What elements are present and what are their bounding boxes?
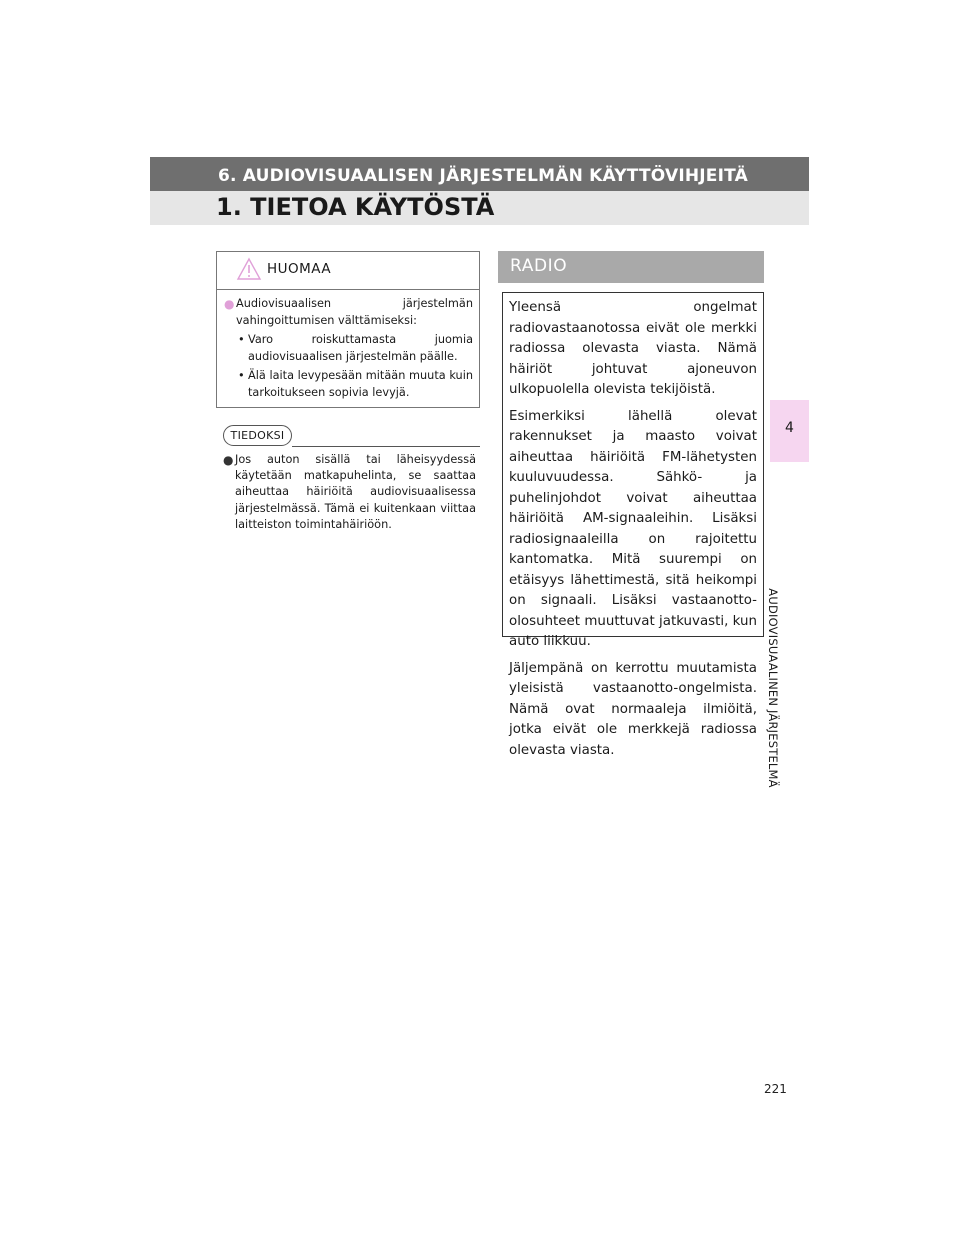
chapter-tab-number: 4 [785,420,794,436]
bullet-icon: ● [223,453,234,467]
section-title: 1. TIETOA KÄYTÖSTÄ [216,193,495,221]
notice-title: HUOMAA [267,261,332,277]
notice-body [224,296,473,401]
notice-box [216,251,480,408]
info-body [223,452,476,533]
section-header-bar [150,191,809,225]
info-text: Jos auton sisällä tai läheisyydessä käytetään matkapuhelinta, se saattaa aiheuttaa häiriöitä audiovisuaalisessa järjestelmässä. Tämä ei kuitenkaan viittaa laitteiston toimintahäiriöön. [235,453,476,531]
info-divider [292,446,480,447]
radio-box [502,292,764,758]
warning-icon [236,257,262,281]
chapter-tab[interactable] [770,400,809,462]
page-number: 221 [764,1082,787,1096]
chapter-title: 6. AUDIOVISUAALISEN JÄRJESTELMÄN KÄYTTÖVIHJEITÄ [218,166,748,186]
notice-bullet-text: Audiovisuaalisen järjestelmän vahingoittumisen välttämiseksi: [236,297,473,327]
bullet-icon: ● [224,297,235,311]
chapter-side-label [766,588,798,788]
notice-item-1: Varo roiskuttamasta juomia audiovisuaalisen järjestelmän päälle. [248,333,473,363]
notice-item-2: Älä laita levypesään mitään muuta kuin tarkoitukseen sopivia levyjä. [248,369,473,399]
radio-paragraph-2: Esimerkiksi lähellä olevat rakennukset ja maasto voivat aiheuttaa häiriöitä FM-lähetysten kuuluvuudessa. Sähkö- ja puhelinjohdot voivat aiheuttaa häiriöitä AM-signaaleihin. Lisäksi radiosignaaleilla on rajoitettu kantomatka. Mitä suurempi on etäisyys lähettimestä, sitä heikompi on signaali. Lisäksi vastaanotto-olosuhteet muuttuvat jatkuvasti, kun auto liikkuu. [509,408,757,649]
chapter-header-bar [150,157,809,191]
dot-icon: • [238,369,245,382]
radio-title: RADIO [510,256,568,276]
radio-header [498,251,764,283]
notice-header [217,252,479,290]
radio-paragraph-3: Jäljempänä on kerrottu muutamista yleisistä vastaanotto-ongelmista. Nämä ovat normaaleja ilmiöitä, jotka eivät ole merkkejä radiossa olevasta viasta. [509,660,757,758]
dot-icon: • [238,333,245,346]
radio-paragraph-1: Yleensä ongelmat radiovastaanotossa eivät ole merkki radiossa olevasta viasta. Nämä häiriöt johtuvat ajoneuvon ulkopuolella olevista tekijöistä. [509,300,757,397]
chapter-side-label-text: AUDIOVISUAALINEN JÄRJESTELMÄ [766,588,780,788]
info-badge: TIEDOKSI [223,425,292,446]
